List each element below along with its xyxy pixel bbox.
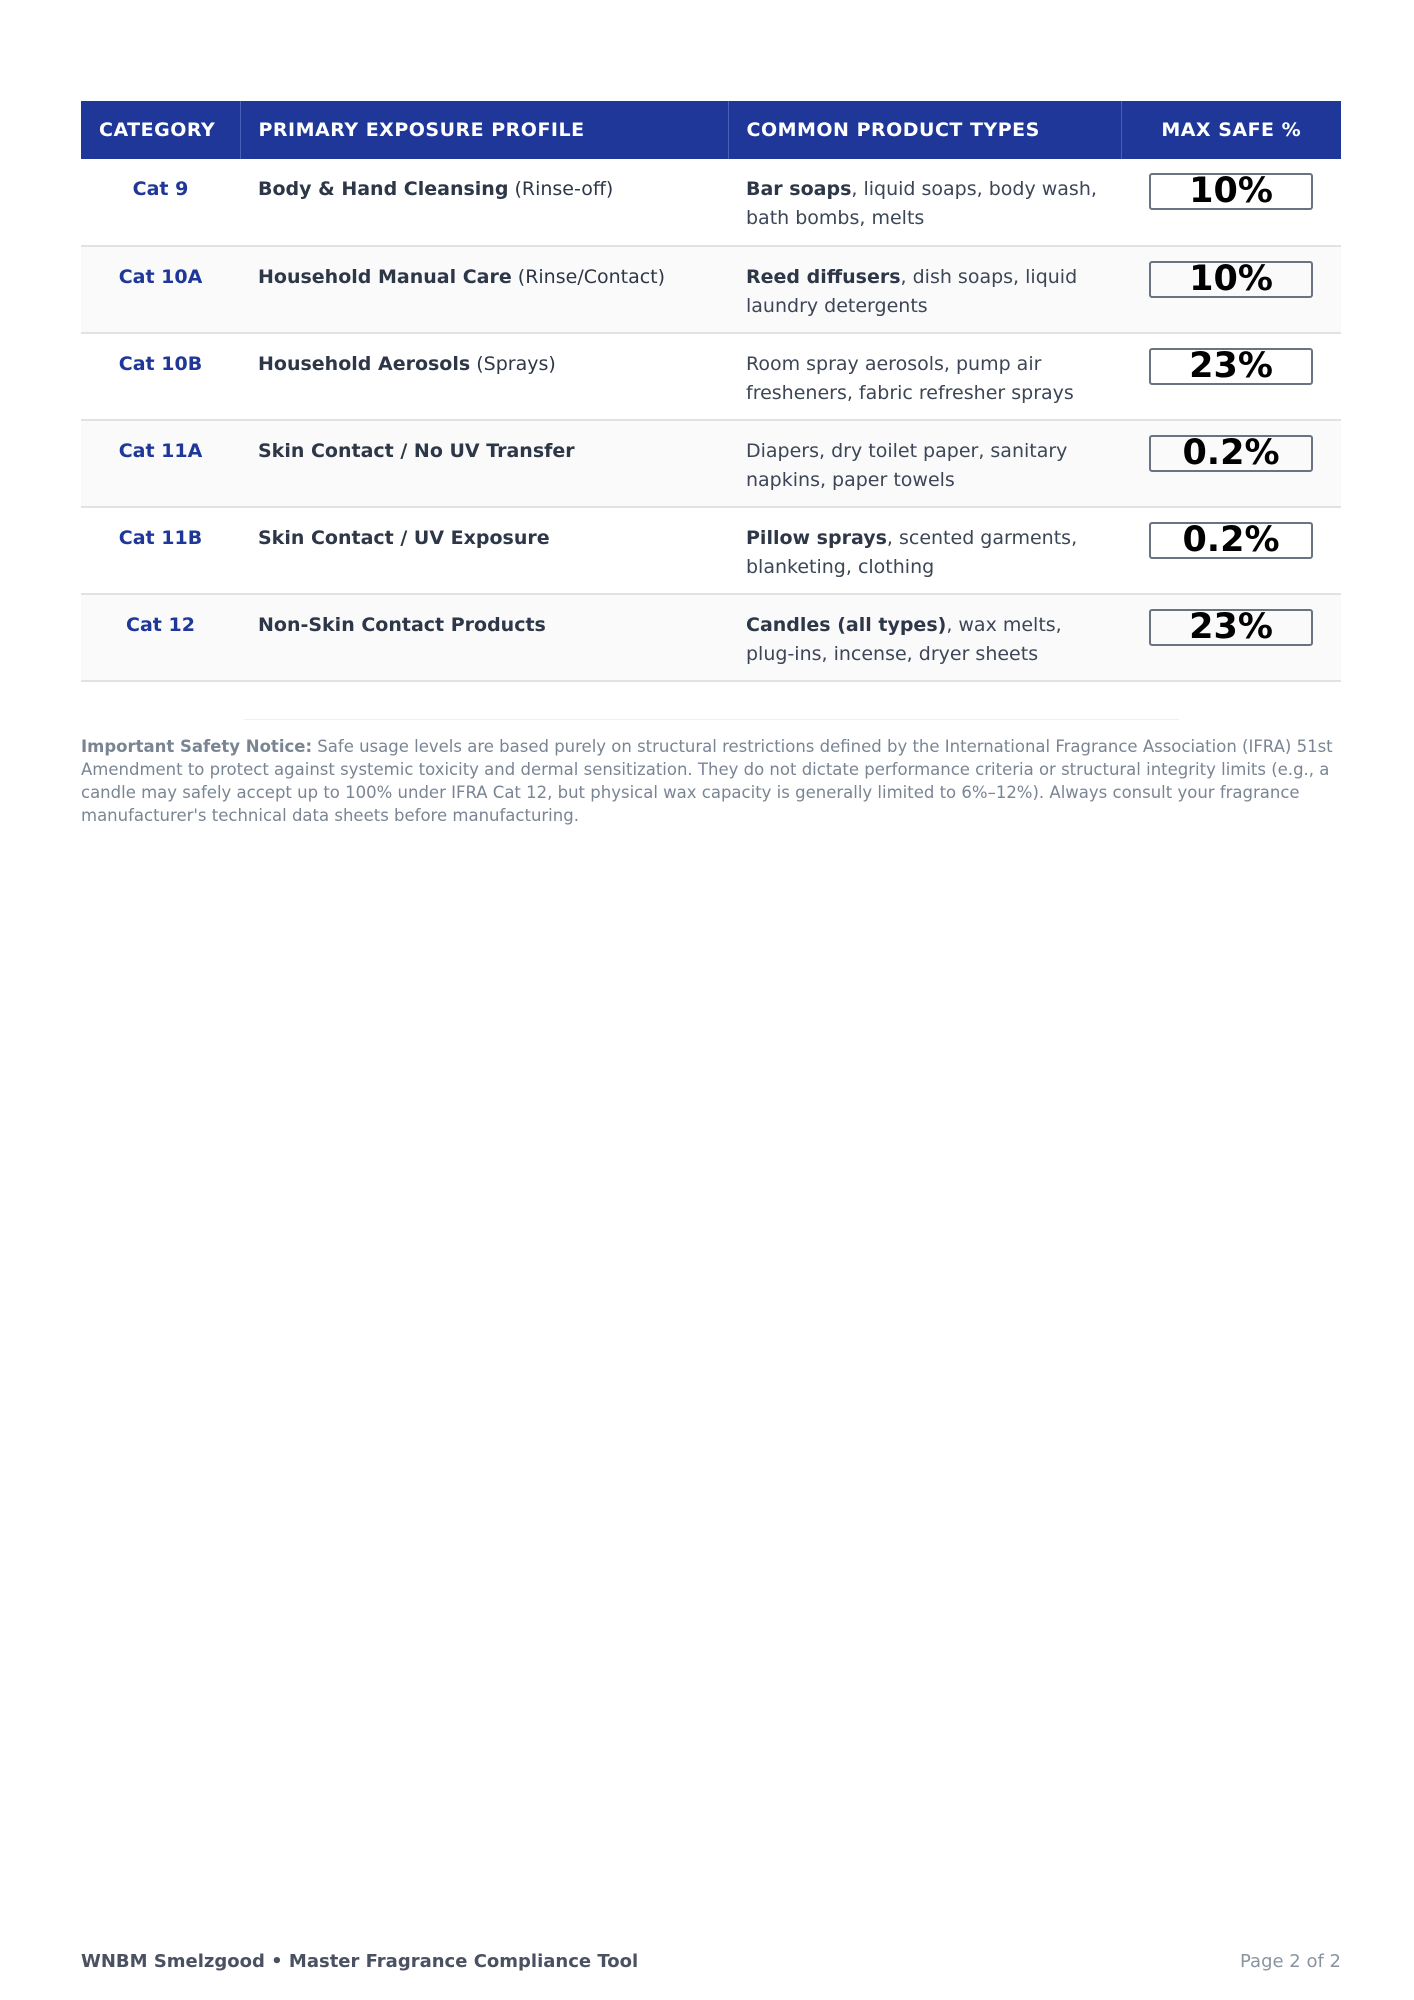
page-content [81,101,1341,844]
max-safe-cell [1121,246,1341,333]
table-row [81,333,1341,420]
table-header-row [81,101,1341,159]
profile-cell [240,159,728,246]
profile-name: Skin Contact / UV Exposure [258,527,550,549]
products-rest: , scented garments, blanketing, clothing [746,527,1078,578]
max-safe-value: 23% [1149,348,1313,385]
profile-name: Household Manual Care [258,266,512,288]
profile-cell [240,420,728,507]
profile-cell [240,507,728,594]
products-lead: Pillow sprays [746,527,887,549]
profile-note: (Rinse/Contact) [511,266,666,288]
fragrance-category-table [81,101,1341,682]
table-row [81,246,1341,333]
profile-note: (Rinse-off) [508,178,614,200]
category-cell: Cat 9 [132,178,189,200]
max-safe-cell [1121,333,1341,420]
profile-name: Household Aerosols [258,353,471,375]
products-rest: Room spray aerosols, pump air fresheners, fabric refresher sprays [746,353,1074,404]
header-common-product-types: COMMON PRODUCT TYPES [728,101,1121,159]
products-lead: Bar soaps [746,178,852,200]
category-cell: Cat 12 [126,614,195,636]
table-body [81,159,1341,681]
max-safe-value: 0.2% [1149,522,1313,559]
footer-title: WNBM Smelzgood • Master Fragrance Compliance Tool [81,1951,639,1972]
category-cell: Cat 10A [118,266,203,288]
products-rest: Diapers, dry toilet paper, sanitary napkins, paper towels [746,440,1068,491]
profile-name: Non-Skin Contact Products [258,614,546,636]
max-safe-value: 10% [1149,261,1313,298]
table-row [81,594,1341,681]
profile-cell [240,594,728,681]
category-cell: Cat 10B [118,353,203,375]
products-rest: , wax melts, plug-ins, incense, dryer sheets [746,614,1062,665]
table-header [81,101,1341,159]
category-cell: Cat 11B [118,527,203,549]
max-safe-value: 10% [1149,173,1313,210]
notice-divider [244,719,1179,720]
header-max-safe-percent: MAX SAFE % [1121,101,1341,159]
products-cell [728,420,1121,507]
products-cell [728,159,1121,246]
products-cell [728,333,1121,420]
table-row [81,420,1341,507]
products-rest: , dish soaps, liquid laundry detergents [746,266,1078,317]
max-safe-value: 0.2% [1149,435,1313,472]
category-cell: Cat 11A [118,440,203,462]
products-lead: Candles (all types) [746,614,947,636]
safety-notice [81,735,1341,827]
max-safe-cell [1121,420,1341,507]
header-category: CATEGORY [81,101,240,159]
profile-name: Body & Hand Cleansing [258,178,509,200]
products-cell [728,246,1121,333]
products-cell [728,594,1121,681]
products-lead: Reed diffusers [746,266,901,288]
header-primary-exposure-profile: PRIMARY EXPOSURE PROFILE [240,101,728,159]
products-rest: , liquid soaps, body wash, bath bombs, melts [746,178,1097,229]
safety-notice-label: Important Safety Notice: [81,737,313,756]
profile-name: Skin Contact / No UV Transfer [258,440,575,462]
profile-cell [240,246,728,333]
table-row [81,159,1341,246]
max-safe-cell [1121,594,1341,681]
max-safe-cell [1121,159,1341,246]
products-cell [728,507,1121,594]
table-row [81,507,1341,594]
page-number: Page 2 of 2 [1240,1951,1341,1972]
profile-cell [240,333,728,420]
profile-note: (Sprays) [470,353,556,375]
safety-notice-text: Safe usage levels are based purely on structural restrictions defined by the International Fragrance Association (IFRA) 51st Amendment to protect against systemic toxicity and dermal sensitization. They do not dictate performance criteria or structural integrity limits (e.g., a candle may safely accept up to 100% under IFRA Cat 12, but physical wax capacity is generally limited to 6%–12%). Always consult your fragrance manufacturer's technical data sheets before manufacturing. [81,737,1333,825]
max-safe-value: 23% [1149,609,1313,646]
max-safe-cell [1121,507,1341,594]
